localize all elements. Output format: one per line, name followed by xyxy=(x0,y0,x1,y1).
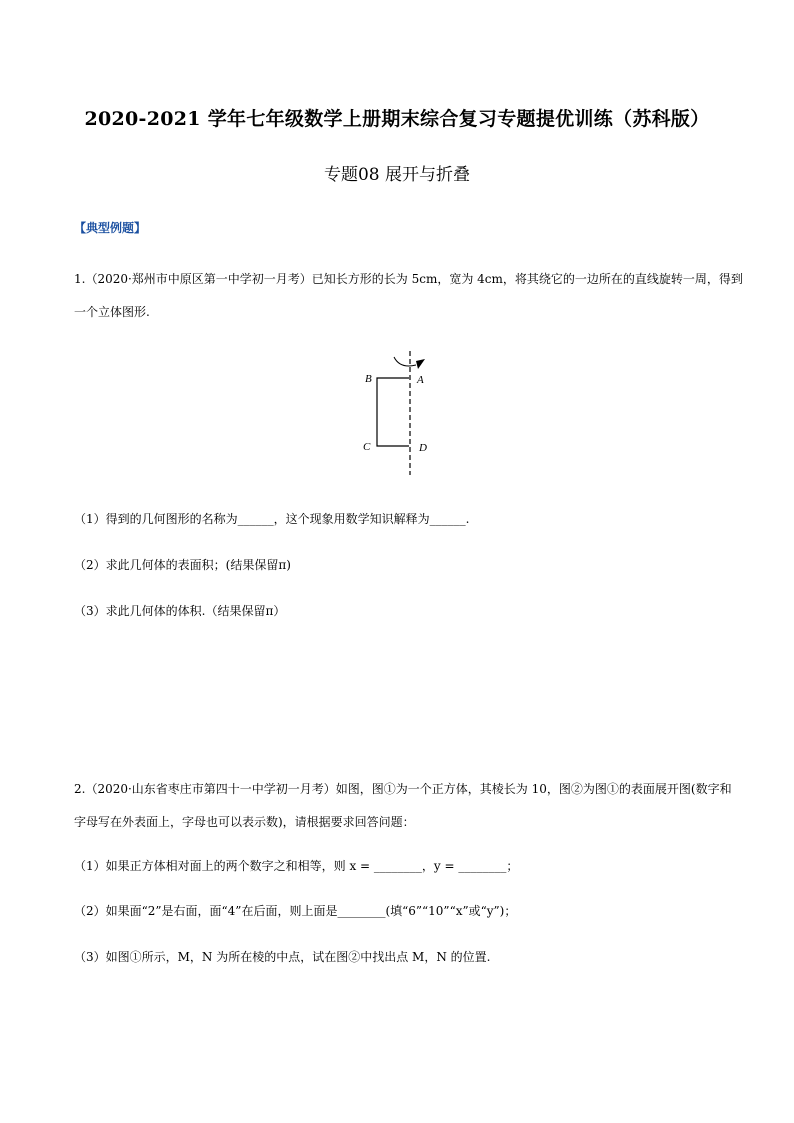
section-label: 【典型例题】 xyxy=(74,221,147,235)
document-subtitle: 专题08 展开与折叠 xyxy=(323,165,471,185)
q1-part3: （3）求此几何体的体积.（结果保留π） xyxy=(74,604,286,618)
label-a: A xyxy=(417,374,424,386)
q2-part1: （1）如果正方体相对面上的两个数字之和相等，则 x = ________，y = ________； xyxy=(74,859,519,873)
rectangle-outline xyxy=(377,378,409,446)
q2-stem-line2: 字母写在外表面上，字母也可以表示数)，请根据要求回答问题： xyxy=(74,815,415,829)
q2-part2: （2）如果面“2”是右面，面“4”在后面，则上面是________(填“6”“10”“x”或“y”)； xyxy=(74,904,517,918)
rotation-arc xyxy=(394,357,416,366)
rotation-arrow-icon xyxy=(416,359,425,369)
q1-part1: （1）得到的几何图形的名称为______，这个现象用数学知识解释为______. xyxy=(74,512,470,526)
q2-part3: （3）如图①所示，M，N 为所在棱的中点，试在图②中找出点 M，N 的位置. xyxy=(74,950,491,964)
q1-rectangle-rotation-figure xyxy=(350,345,460,480)
q2-stem-line1: 2.（2020·山东省枣庄市第四十一中学初一月考）如图，图①为一个正方体，其棱长为 10，图②为图①的表面展开图(数字和 xyxy=(74,782,732,796)
label-d: D xyxy=(419,442,427,454)
document-title: 2020-2021 学年七年级数学上册期末综合复习专题提优训练（苏科版） xyxy=(84,108,710,130)
q1-stem-line2: 一个立体图形. xyxy=(74,305,150,319)
label-c: C xyxy=(363,441,371,453)
q1-part2: （2）求此几何体的表面积；(结果保留π) xyxy=(74,558,291,572)
label-b: B xyxy=(365,373,372,385)
q1-stem-line1: 1.（2020·郑州市中原区第一中学初一月考）已知长方形的长为 5cm，宽为 4cm，将其绕它的一边所在的直线旋转一周，得到 xyxy=(74,272,743,286)
